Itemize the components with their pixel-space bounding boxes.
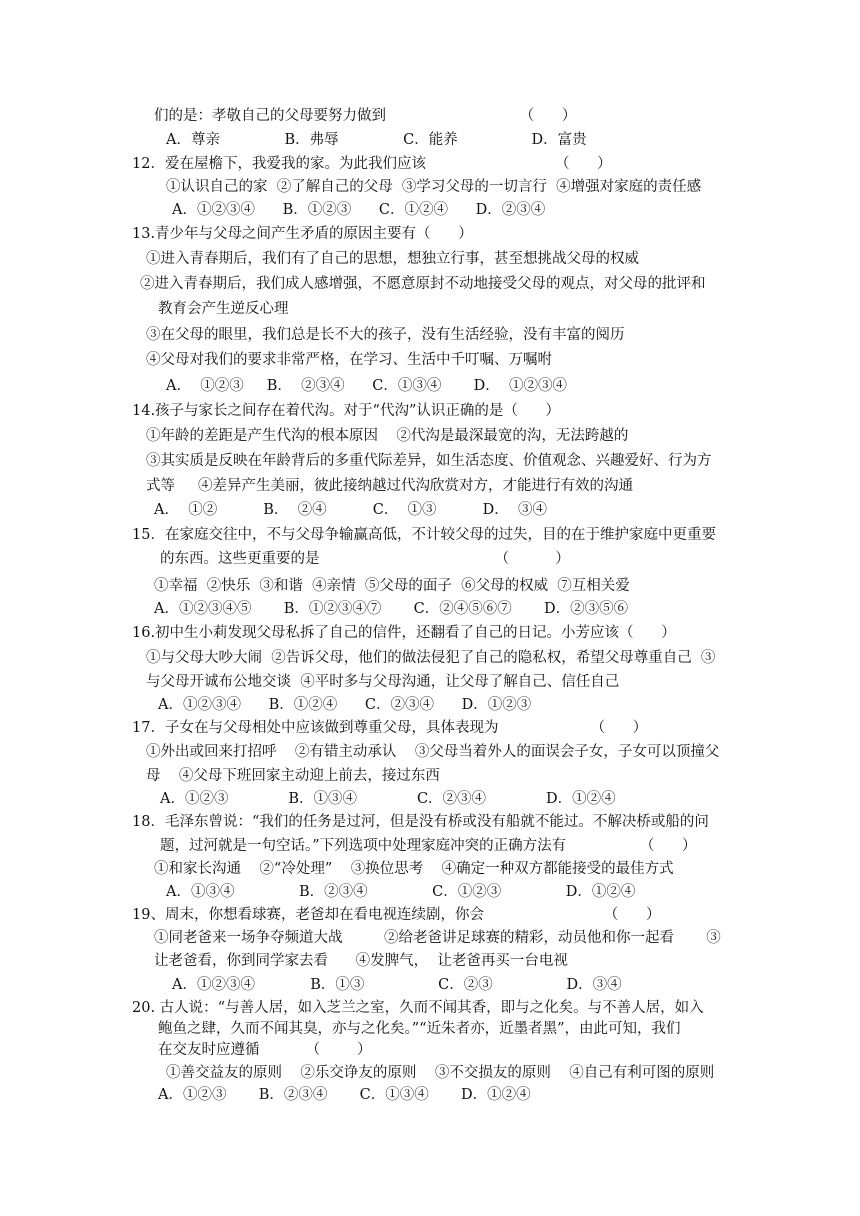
text-line: A．①③④ B．②③④ C．①②③ D．①②④ xyxy=(166,884,636,900)
text-line: 20. 古人说：“与善人居，如入芝兰之室，久而不闻其香，即与之化矣。与不善人居，如入 xyxy=(132,1000,704,1016)
text-line: 13.青少年与父母之间产生矛盾的原因主要有（ ） xyxy=(132,226,473,242)
text-line: ③在父母的眼里，我们总是长不大的孩子，没有生活经验，没有丰富的阅历 xyxy=(146,327,625,343)
text-line: A．①②③④⑤ B．①②③④⑦ C．②④⑤⑥⑦ D．②③⑤⑥ xyxy=(154,601,629,617)
text-line: ①外出或回来打招呼 ②有错主动承认 ③父母当着外人的面误会子女，子女可以顶撞父 xyxy=(146,744,720,760)
text-line: A．尊亲 B．弗辱 C．能养 D．富贵 xyxy=(166,132,587,148)
text-line: 14.孩子与家长之间存在着代沟。对于“代沟”认识正确的是（ ） xyxy=(132,403,561,419)
text-line: ①与父母大吵大闹 ②告诉父母，他们的做法侵犯了自己的隐私权，希望父母尊重自己 ③ xyxy=(146,650,716,666)
text-line: A．①②③④ B．①②③ C．①②④ D．②③④ xyxy=(172,202,546,218)
text-line: A． ①② B． ②④ C． ①③ D． ③④ xyxy=(154,502,547,518)
text-line: 12．爱在屋檐下，我爱我的家。为此我们应该 （ ） xyxy=(132,156,612,172)
text-line: 19、周末，你想看球赛，老爸却在看电视连续剧，你会 （ ） xyxy=(132,907,661,923)
text-line: 母 ④父母下班回家主动迎上前去，接过东西 xyxy=(146,768,440,784)
text-line: 式等 ④差异产生美丽，彼此接纳越过代沟欣赏对方，才能进行有效的沟通 xyxy=(146,478,634,494)
text-line: 教育会产生逆反心理 xyxy=(158,301,289,317)
text-line: ①和家长沟通 ②“冷处理” ③换位思考 ④确定一种双方都能接受的最佳方式 xyxy=(154,861,674,877)
text-line: A．①②③ B．②③④ C．①③④ D．①②④ xyxy=(158,1087,531,1103)
text-line: 16.初中生小莉发现父母私拆了自己的信件，还翻看了自己的日记。小芳应该（ ） xyxy=(132,625,676,641)
text-line: ③其实质是反映在年龄背后的多重代际差异，如生活态度、价值观念、兴趣爱好、行为方 xyxy=(146,453,712,469)
text-line: A．①②③④ B．①②④ C．②③④ D．①②③ xyxy=(158,697,532,713)
text-line: ④父母对我们的要求非常严格，在学习、生活中千叮嘱、万嘱咐 xyxy=(146,352,552,368)
text-line: ①善交益友的原则 ②乐交诤友的原则 ③不交损友的原则 ④自己有利可图的原则 xyxy=(166,1065,715,1081)
text-line: 与父母开诚布公地交谈 ④平时多与父母沟通，让父母了解自己、信任自己 xyxy=(146,674,620,690)
text-line: A．①②③④ B．①③ C．②③ D．③④ xyxy=(172,977,622,993)
text-line: ①同老爸来一场争夺频道大战 ②给老爸讲足球赛的精彩，动员他和你一起看 ③ xyxy=(154,930,721,946)
text-line: 让老爸看，你到同学家去看 ④发脾气， 让老爸再买一台电视 xyxy=(154,953,568,969)
text-line: 17．子女在与父母相处中应该做到尊重父母，具体表现为 （ ） xyxy=(132,720,648,736)
text-line: 在交友时应遵循 （ ） xyxy=(158,1042,372,1058)
text-line: 鲍鱼之肆，久而不闻其臭，亦与之化矣。”“近朱者亦，近墨者黑”，由此可知，我们 xyxy=(158,1021,681,1037)
text-line: ①认识自己的家 ②了解自己的父母 ③学习父母的一切言行 ④增强对家庭的责任感 xyxy=(166,179,702,195)
text-line: 们的是：孝敬自己的父母要努力做到 （ ） xyxy=(154,108,577,124)
text-line: 18．毛泽东曾说：“我们的任务是过河，但是没有桥或没有船就不能过。不解决桥或船的问 xyxy=(132,814,709,830)
text-line: ①幸福 ②快乐 ③和谐 ④亲情 ⑤父母的面子 ⑥父母的权威 ⑦互相关爱 xyxy=(154,578,630,594)
text-line: A． ①②③ B． ②③④ C．①③④ D． ①②③④ xyxy=(166,378,567,394)
text-line: A．①②③ B．①③④ C．②③④ D．①②④ xyxy=(160,791,616,807)
text-line: ①进入青春期后，我们有了自己的思想，想独立行事，甚至想挑战父母的权威 xyxy=(146,251,639,267)
text-line: ②进入青春期后，我们成人感增强，不愿意原封不动地接受父母的观点，对父母的批评和 xyxy=(140,276,706,292)
text-line: 题，过河就是一句空话。”下列选项中处理家庭冲突的正确方法有 （ ） xyxy=(160,838,697,854)
text-line: 15．在家庭交往中，不与父母争输赢高低，不计较父母的过失，目的在于维护家庭中更重要 xyxy=(132,527,716,543)
text-line: ①年龄的差距是产生代沟的根本原因 ②代沟是最深最宽的沟，无法跨越的 xyxy=(146,428,629,444)
text-line: 的东西。这些更重要的是 （ ） xyxy=(160,551,570,567)
